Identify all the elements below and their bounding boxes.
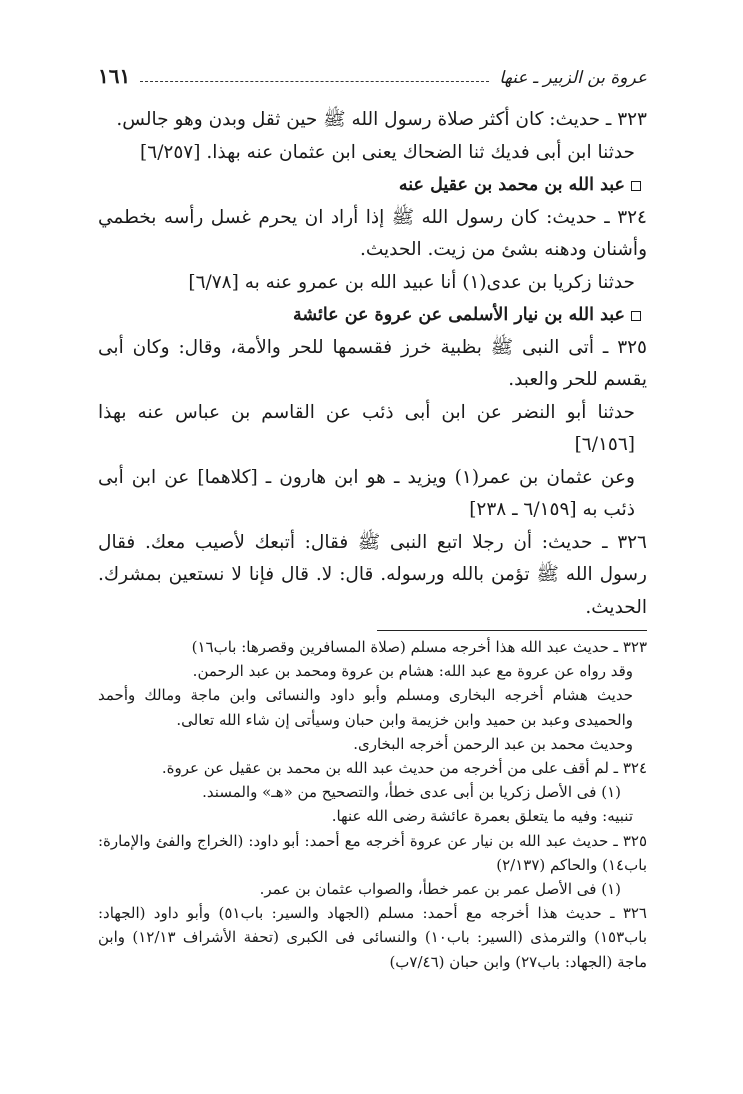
footnote-divider — [377, 630, 647, 631]
hadith-text: ٣٢٣ ـ حديث: كان أكثر صلاة رسول الله ﷺ حين ثقل وبدن وهو جالس. — [116, 109, 647, 130]
hadith-text: ٣٢٥ ـ أتى النبى ﷺ بظبية خرز فقسمها للحر والأمة، وقال: وكان أبى يقسم للحر والعبد. — [98, 336, 647, 390]
footnote-detail: وقد رواه عن عروة مع عبد الله: هشام بن عروة ومحمد بن عبد الرحمن. — [192, 662, 633, 681]
chain-of-narration: حدثنا أبو النضر عن ابن أبى ذئب عن القاسم بن عباس عنه بهذا [٦/١٥٦] — [98, 401, 635, 455]
footnote-detail: حديث هشام أخرجه البخارى ومسلم وأبو داود والنسائى وابن ماجة ومالك وأحمد والحميدى وعبد بن حميد وابن خزيمة وابن حبان وسيأتى إن شاء الله تعالى. — [98, 686, 633, 729]
chain-of-narration: حدثنا زكريا بن عدى(١) أنا عبيد الله بن عمرو عنه به [٦/٧٨] — [188, 271, 635, 293]
chain-of-narration: حدثنا ابن أبى فديك ثنا الضحاك يعنى ابن عثمان عنه بهذا. [٦/٢٥٧] — [140, 141, 635, 163]
section-heading-text: عبد الله بن محمد بن عقيل عنه — [398, 175, 625, 195]
chain-of-narration: وعن عثمان بن عمر(١) ويزيد ـ هو ابن هارون ـ [كلاهما] عن ابن أبى ذئب به [٦/١٥٩ ـ ٢٣٨] — [98, 466, 635, 520]
square-bullet-icon — [631, 311, 641, 321]
footnote-detail: (١) فى الأصل زكريا بن أبى عدى خطأ، والتصحيح من «هـ» والمسند. — [202, 783, 621, 802]
section-heading — [98, 169, 647, 202]
footnote-detail: (١) فى الأصل عمر بن عمر خطأ، والصواب عثمان بن عمر. — [259, 880, 621, 899]
running-title: عروة بن الزبير ـ عنها — [499, 68, 647, 88]
page-number: ١٦١ — [98, 64, 131, 88]
footnote-entry: ٣٢٥ ـ حديث عبد الله بن نيار عن عروة أخرجه مع أحمد: أبو داود: (الخراج والفئ والإمارة: باب١٤) والحاكم (٢/١٣٧) — [98, 831, 647, 874]
section-heading-text: عبد الله بن نيار الأسلمى عن عروة عن عائشة — [292, 305, 625, 325]
main-text — [98, 104, 647, 624]
footnote-detail: وحديث محمد بن عبد الرحمن أخرجه البخارى. — [353, 734, 633, 753]
footnote-detail: تنبيه: وفيه ما يتعلق بعمرة عائشة رضى الله عنها. — [331, 807, 633, 826]
header-dotted-line — [140, 81, 489, 82]
hadith-text: ٣٢٦ ـ حديث: أن رجلا اتبع النبى ﷺ فقال: أتبعك لأصيب معك. فقال رسول الله ﷺ تؤمن بالله ورسوله. قال: لا. قال فإنا لا نستعين بمشرك. الحديث. — [98, 531, 647, 618]
hadith-text: ٣٢٤ ـ حديث: كان رسول الله ﷺ إذا أراد ان يحرم غسل رأسه بخطمي وأشنان ودهنه بشئ من زيت. الحديث. — [98, 206, 647, 260]
footnote-entry: ٣٢٤ ـ لم أقف على من أخرجه من حديث عبد الله بن محمد بن عقيل عن عروة. — [161, 759, 647, 778]
footnotes — [98, 635, 647, 974]
footnote-entry: ٣٢٦ ـ حديث هذا أخرجه مع أحمد: مسلم (الجهاد والسير: باب٥١) وأبو داود (الجهاد: باب١٥٣) والترمذى (السير: باب١٠) والنسائى فى الكبرى (تحفة الأشراف ١٢/١٣) وابن ماجة (الجهاد: باب٢٧) وابن حبان (٧/٤٦ب) — [98, 904, 647, 971]
running-header — [98, 58, 647, 88]
square-bullet-icon — [631, 181, 641, 191]
footnote-entry: ٣٢٣ ـ حديث عبد الله هذا أخرجه مسلم (صلاة المسافرين وقصرها: باب١٦) — [191, 638, 647, 656]
section-heading — [98, 299, 647, 332]
